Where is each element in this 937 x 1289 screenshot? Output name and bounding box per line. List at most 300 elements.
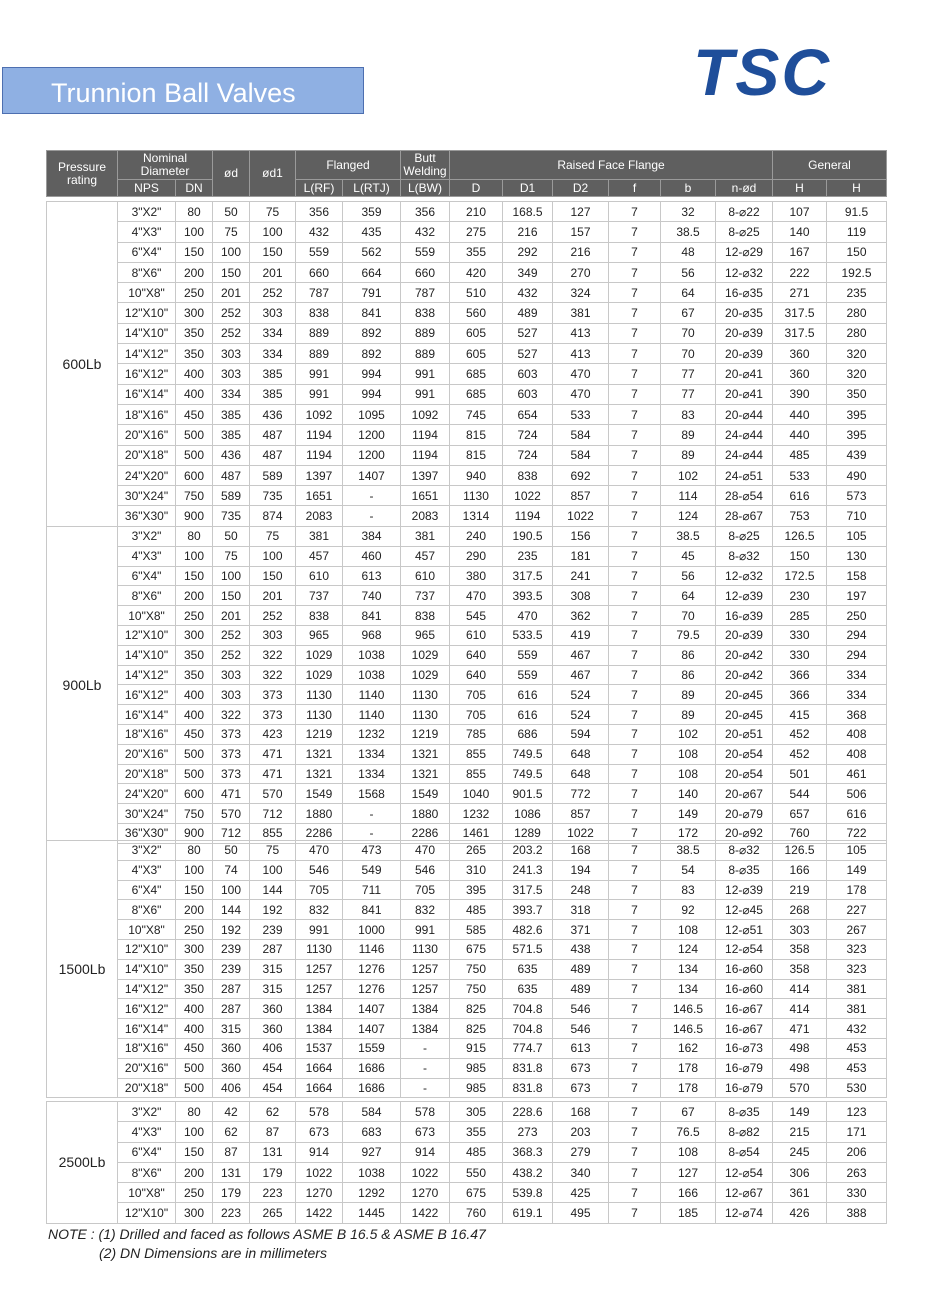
table-cell: 7: [609, 222, 661, 242]
table-cell: 8-⌀35: [716, 860, 773, 880]
table-cell: 485: [450, 900, 503, 920]
table-cell: 664: [343, 262, 401, 282]
table-cell: 271: [773, 283, 827, 303]
table-cell: 12-⌀51: [716, 920, 773, 940]
table-cell: 28-⌀67: [716, 506, 773, 526]
table-cell: 855: [450, 744, 503, 764]
table-cell: 7: [609, 1078, 661, 1098]
table-cell: 80: [176, 527, 213, 547]
table-cell: 420: [450, 262, 503, 282]
table-cell: 991: [296, 920, 343, 940]
table-cell: 64: [661, 586, 716, 606]
table-cell: 450: [176, 404, 213, 424]
table-cell: 12-⌀54: [716, 1162, 773, 1182]
table-row: [47, 1058, 887, 1078]
subheader-d1: D1: [503, 180, 553, 197]
table-cell: 349: [503, 262, 553, 282]
table-cell: 250: [176, 283, 213, 303]
table-cell: 527: [503, 323, 553, 343]
table-cell: 16"X12": [118, 685, 176, 705]
table-cell: 48: [661, 242, 716, 262]
table-cell: 20"X18": [118, 1078, 176, 1098]
table-cell: 7: [609, 724, 661, 744]
table-cell: 450: [176, 724, 213, 744]
table-cell: 16"X12": [118, 364, 176, 384]
table-cell: 471: [773, 1019, 827, 1039]
table-cell: 500: [176, 764, 213, 784]
table-cell: 968: [343, 625, 401, 645]
table-cell: 648: [553, 744, 609, 764]
table-cell: 360: [773, 364, 827, 384]
table-cell: 2286: [296, 823, 343, 843]
table-cell: 127: [553, 202, 609, 222]
table-cell: 20"X18": [118, 445, 176, 465]
table-cell: 692: [553, 465, 609, 485]
table-row: [47, 1102, 887, 1122]
table-row: [47, 1142, 887, 1162]
table-cell: 317.5: [503, 880, 553, 900]
table-cell: 185: [661, 1203, 716, 1223]
table-cell: 8-⌀25: [716, 222, 773, 242]
table-cell: 584: [553, 425, 609, 445]
table-cell: 228.6: [503, 1102, 553, 1122]
table-cell: 1407: [343, 465, 401, 485]
table-cell: 100: [250, 222, 296, 242]
table-cell: 1130: [450, 486, 503, 506]
table-cell: 8"X6": [118, 586, 176, 606]
table-cell: 16-⌀67: [716, 999, 773, 1019]
table-row: [47, 959, 887, 979]
table-cell: 203: [553, 1122, 609, 1142]
table-cell: 322: [213, 705, 250, 725]
table-cell: 83: [661, 880, 716, 900]
table-cell: 400: [176, 364, 213, 384]
table-cell: 414: [773, 979, 827, 999]
table-cell: 1276: [343, 959, 401, 979]
table-cell: 292: [503, 242, 553, 262]
table-cell: 20-⌀92: [716, 823, 773, 843]
table-cell: 20-⌀45: [716, 705, 773, 725]
table-cell: 1194: [401, 445, 450, 465]
table-cell: 760: [773, 823, 827, 843]
table-cell: 838: [296, 303, 343, 323]
table-cell: 12-⌀45: [716, 900, 773, 920]
table-cell: 6"X4": [118, 880, 176, 900]
table-cell: 750: [450, 979, 503, 999]
table-cell: 1334: [343, 764, 401, 784]
table-cell: 470: [553, 384, 609, 404]
table-cell: 303: [773, 920, 827, 940]
table-cell: 635: [503, 959, 553, 979]
table-cell: 985: [450, 1078, 503, 1098]
table-cell: 7: [609, 425, 661, 445]
table-cell: 385: [250, 384, 296, 404]
table-cell: 7: [609, 1102, 661, 1122]
table-cell: 70: [661, 344, 716, 364]
table-cell: 20-⌀67: [716, 784, 773, 804]
table-cell: 20"X16": [118, 744, 176, 764]
table-cell: 150: [250, 566, 296, 586]
table-row: [47, 900, 887, 920]
table-cell: 252: [213, 323, 250, 343]
table-cell: 1200: [343, 445, 401, 465]
table-row: [47, 804, 887, 824]
table-cell: 8-⌀32: [716, 841, 773, 861]
table-cell: 20-⌀39: [716, 625, 773, 645]
table-cell: 203.2: [503, 841, 553, 861]
table-cell: 1445: [343, 1203, 401, 1223]
table-cell: 559: [401, 242, 450, 262]
table-cell: 7: [609, 202, 661, 222]
table-cell: 470: [450, 586, 503, 606]
table-cell: 89: [661, 445, 716, 465]
table-cell: 317.5: [503, 566, 553, 586]
table-cell: -: [343, 486, 401, 506]
table-cell: 12-⌀67: [716, 1183, 773, 1203]
table-cell: 7: [609, 841, 661, 861]
table-cell: 20"X16": [118, 425, 176, 445]
table-cell: 453: [827, 1038, 887, 1058]
table-cell: 20-⌀41: [716, 384, 773, 404]
table-cell: 589: [213, 486, 250, 506]
table-row: [47, 764, 887, 784]
table-cell: 500: [176, 1078, 213, 1098]
table-row: [47, 744, 887, 764]
table-cell: 857: [553, 804, 609, 824]
table-cell: 1000: [343, 920, 401, 940]
table-cell: 67: [661, 1102, 716, 1122]
table-cell: 7: [609, 283, 661, 303]
table-cell: 673: [296, 1122, 343, 1142]
table-cell: 362: [553, 606, 609, 626]
table-cell: 310: [450, 860, 503, 880]
table-cell: 838: [401, 606, 450, 626]
table-cell: 4"X3": [118, 222, 176, 242]
table-cell: 330: [773, 625, 827, 645]
subheader-b: b: [661, 180, 716, 197]
table-cell: 635: [503, 979, 553, 999]
table-cell: 62: [213, 1122, 250, 1142]
table-cell: 92: [661, 900, 716, 920]
table-cell: 303: [213, 665, 250, 685]
table-cell: 239: [250, 920, 296, 940]
table-cell: 533.5: [503, 625, 553, 645]
table-cell: 356: [296, 202, 343, 222]
table-cell: 832: [296, 900, 343, 920]
table-cell: 16-⌀79: [716, 1078, 773, 1098]
table-cell: 439: [827, 445, 887, 465]
subheader-l-rtj: L(RTJ): [343, 180, 401, 197]
table-cell: 7: [609, 705, 661, 725]
table-cell: 7: [609, 1162, 661, 1182]
table-cell: 1038: [343, 1162, 401, 1182]
table-cell: 192: [250, 900, 296, 920]
table-row: [47, 665, 887, 685]
table-row: [47, 999, 887, 1019]
table-cell: 7: [609, 606, 661, 626]
table-cell: 657: [773, 804, 827, 824]
table-row: [47, 1203, 887, 1223]
table-cell: 373: [250, 705, 296, 725]
table-cell: 640: [450, 645, 503, 665]
table-cell: 178: [827, 880, 887, 900]
table-cell: 8"X6": [118, 900, 176, 920]
table-cell: 7: [609, 1203, 661, 1223]
table-cell: 56: [661, 566, 716, 586]
table-cell: 7: [609, 586, 661, 606]
table-cell: 157: [553, 222, 609, 242]
table-cell: 7: [609, 262, 661, 282]
table-cell: 350: [176, 959, 213, 979]
table-cell: 373: [213, 724, 250, 744]
table-cell: 1549: [401, 784, 450, 804]
table-cell: 119: [827, 222, 887, 242]
table-cell: 648: [553, 764, 609, 784]
table-cell: 3"X2": [118, 202, 176, 222]
table-cell: 600: [176, 784, 213, 804]
table-cell: 381: [296, 527, 343, 547]
table-cell: 158: [827, 566, 887, 586]
table-row: [47, 566, 887, 586]
title-banner: [2, 67, 364, 114]
table-row: [47, 465, 887, 485]
table-cell: 559: [503, 665, 553, 685]
table-cell: 126.5: [773, 841, 827, 861]
table-cell: 724: [503, 445, 553, 465]
table-cell: 1664: [296, 1078, 343, 1098]
table-cell: 7: [609, 344, 661, 364]
table-cell: 197: [827, 586, 887, 606]
table-cell: 570: [250, 784, 296, 804]
table-cell: 350: [176, 665, 213, 685]
table-cell: 8-⌀35: [716, 1102, 773, 1122]
table-cell: 36"X30": [118, 823, 176, 843]
table-cell: 654: [503, 404, 553, 424]
table-cell: 308: [553, 586, 609, 606]
table-cell: 400: [176, 705, 213, 725]
table-cell: 546: [401, 860, 450, 880]
table-cell: 7: [609, 744, 661, 764]
table-cell: 613: [553, 1038, 609, 1058]
table-cell: 89: [661, 425, 716, 445]
table-cell: 7: [609, 1183, 661, 1203]
table-cell: 675: [450, 939, 503, 959]
table-cell: 8"X6": [118, 1162, 176, 1182]
table-cell: 20-⌀44: [716, 404, 773, 424]
table-cell: 315: [250, 959, 296, 979]
table-cell: 914: [296, 1142, 343, 1162]
table-cell: 841: [343, 303, 401, 323]
table-cell: 355: [450, 1122, 503, 1142]
table-cell: 108: [661, 920, 716, 940]
table-cell: 1397: [401, 465, 450, 485]
table-cell: 20-⌀42: [716, 645, 773, 665]
table-cell: 546: [553, 1019, 609, 1039]
table-cell: 3"X2": [118, 1102, 176, 1122]
table-cell: 38.5: [661, 841, 716, 861]
table-cell: 149: [827, 860, 887, 880]
table-cell: 1194: [296, 425, 343, 445]
table-cell: 323: [827, 959, 887, 979]
table-cell: 7: [609, 880, 661, 900]
table-cell: 7: [609, 527, 661, 547]
table-cell: 1130: [401, 685, 450, 705]
table-cell: 334: [827, 665, 887, 685]
table-cell: 263: [827, 1162, 887, 1182]
table-cell: 265: [450, 841, 503, 861]
table-cell: 915: [450, 1038, 503, 1058]
table-cell: 467: [553, 645, 609, 665]
table-cell: 7: [609, 486, 661, 506]
table-cell: 559: [503, 645, 553, 665]
table-cell: 380: [450, 566, 503, 586]
table-cell: 366: [773, 665, 827, 685]
table-cell: 991: [296, 364, 343, 384]
table-cell: 965: [401, 625, 450, 645]
table-cell: 100: [250, 860, 296, 880]
rating-group-table: [46, 526, 887, 844]
table-cell: 438.2: [503, 1162, 553, 1182]
table-cell: 3"X2": [118, 527, 176, 547]
table-row: [47, 262, 887, 282]
table-cell: 300: [176, 939, 213, 959]
table-cell: 30"X24": [118, 804, 176, 824]
table-cell: 300: [176, 625, 213, 645]
note-2: (2) DN Dimensions are in millimeters: [99, 1245, 327, 1261]
table-cell: 1130: [401, 939, 450, 959]
table-cell: 1038: [343, 645, 401, 665]
table-cell: 712: [213, 823, 250, 843]
table-cell: 506: [827, 784, 887, 804]
table-cell: 589: [250, 465, 296, 485]
table-cell: 140: [773, 222, 827, 242]
subheader-f: f: [609, 180, 661, 197]
table-cell: 368.3: [503, 1142, 553, 1162]
table-cell: 287: [250, 939, 296, 959]
table-cell: 857: [553, 486, 609, 506]
table-cell: 323: [827, 939, 887, 959]
subheader-d2: D2: [553, 180, 609, 197]
table-cell: 7: [609, 1058, 661, 1078]
table-row: [47, 283, 887, 303]
table-cell: 1880: [401, 804, 450, 824]
table-cell: 7: [609, 465, 661, 485]
table-cell: 467: [553, 665, 609, 685]
table-cell: 24"X20": [118, 784, 176, 804]
table-cell: 124: [661, 506, 716, 526]
table-cell: 12"X10": [118, 1203, 176, 1223]
table-cell: 75: [213, 222, 250, 242]
table-cell: 6"X4": [118, 566, 176, 586]
table-cell: 1321: [296, 764, 343, 784]
table-cell: 616: [827, 804, 887, 824]
table-cell: 414: [773, 999, 827, 1019]
table-cell: 753: [773, 506, 827, 526]
table-cell: 279: [553, 1142, 609, 1162]
table-cell: 320: [827, 364, 887, 384]
table-cell: 400: [176, 1019, 213, 1039]
table-cell: 250: [176, 606, 213, 626]
table-cell: 10"X8": [118, 920, 176, 940]
table-cell: 1257: [296, 959, 343, 979]
table-cell: 223: [250, 1183, 296, 1203]
table-cell: 1257: [401, 959, 450, 979]
table-cell: 400: [176, 384, 213, 404]
table-cell: 1276: [343, 979, 401, 999]
table-cell: 498: [773, 1038, 827, 1058]
table-cell: 900: [176, 506, 213, 526]
pressure-rating-cell: 1500Lb: [47, 841, 118, 1098]
table-cell: 1130: [296, 705, 343, 725]
table-row: [47, 1038, 887, 1058]
table-cell: 1270: [296, 1183, 343, 1203]
table-cell: 270: [553, 262, 609, 282]
table-cell: 901.5: [503, 784, 553, 804]
table-cell: 20-⌀54: [716, 764, 773, 784]
table-row: [47, 445, 887, 465]
table-cell: 1022: [503, 486, 553, 506]
table-cell: 373: [213, 744, 250, 764]
table-cell: 130: [827, 546, 887, 566]
table-cell: 360: [213, 1038, 250, 1058]
table-cell: 724: [503, 425, 553, 445]
table-cell: 838: [401, 303, 450, 323]
table-cell: 287: [213, 999, 250, 1019]
table-cell: 423: [250, 724, 296, 744]
table-cell: 149: [661, 804, 716, 824]
table-cell: 7: [609, 860, 661, 880]
table-cell: 673: [553, 1058, 609, 1078]
table-cell: 201: [213, 283, 250, 303]
note-1: NOTE : (1) Drilled and faced as follows ASME B 16.5 & ASME B 16.47: [48, 1226, 486, 1242]
table-cell: 371: [553, 920, 609, 940]
table-cell: 498: [773, 1058, 827, 1078]
table-cell: 991: [401, 364, 450, 384]
table-cell: 102: [661, 724, 716, 744]
table-cell: 280: [827, 323, 887, 343]
pressure-rating-cell: 600Lb: [47, 202, 118, 527]
table-cell: 192.5: [827, 262, 887, 282]
table-cell: 178: [661, 1058, 716, 1078]
table-cell: 841: [343, 606, 401, 626]
table-cell: 470: [553, 364, 609, 384]
table-cell: 985: [450, 1058, 503, 1078]
table-cell: 303: [213, 344, 250, 364]
table-cell: 831.8: [503, 1058, 553, 1078]
table-cell: 432: [503, 283, 553, 303]
table-cell: 1140: [343, 705, 401, 725]
table-cell: 501: [773, 764, 827, 784]
table-cell: 30"X24": [118, 486, 176, 506]
table-cell: 471: [250, 764, 296, 784]
table-cell: 20"X18": [118, 764, 176, 784]
table-cell: 735: [213, 506, 250, 526]
table-cell: 7: [609, 900, 661, 920]
table-cell: 7: [609, 959, 661, 979]
table-cell: 7: [609, 445, 661, 465]
table-cell: 1140: [343, 685, 401, 705]
table-row: [47, 1183, 887, 1203]
table-cell: 114: [661, 486, 716, 506]
table-cell: 216: [553, 242, 609, 262]
table-cell: 594: [553, 724, 609, 744]
table-cell: 222: [773, 262, 827, 282]
table-cell: 470: [296, 841, 343, 861]
table-cell: 166: [661, 1183, 716, 1203]
table-cell: 610: [401, 566, 450, 586]
table-cell: 7: [609, 546, 661, 566]
table-cell: 460: [343, 546, 401, 566]
